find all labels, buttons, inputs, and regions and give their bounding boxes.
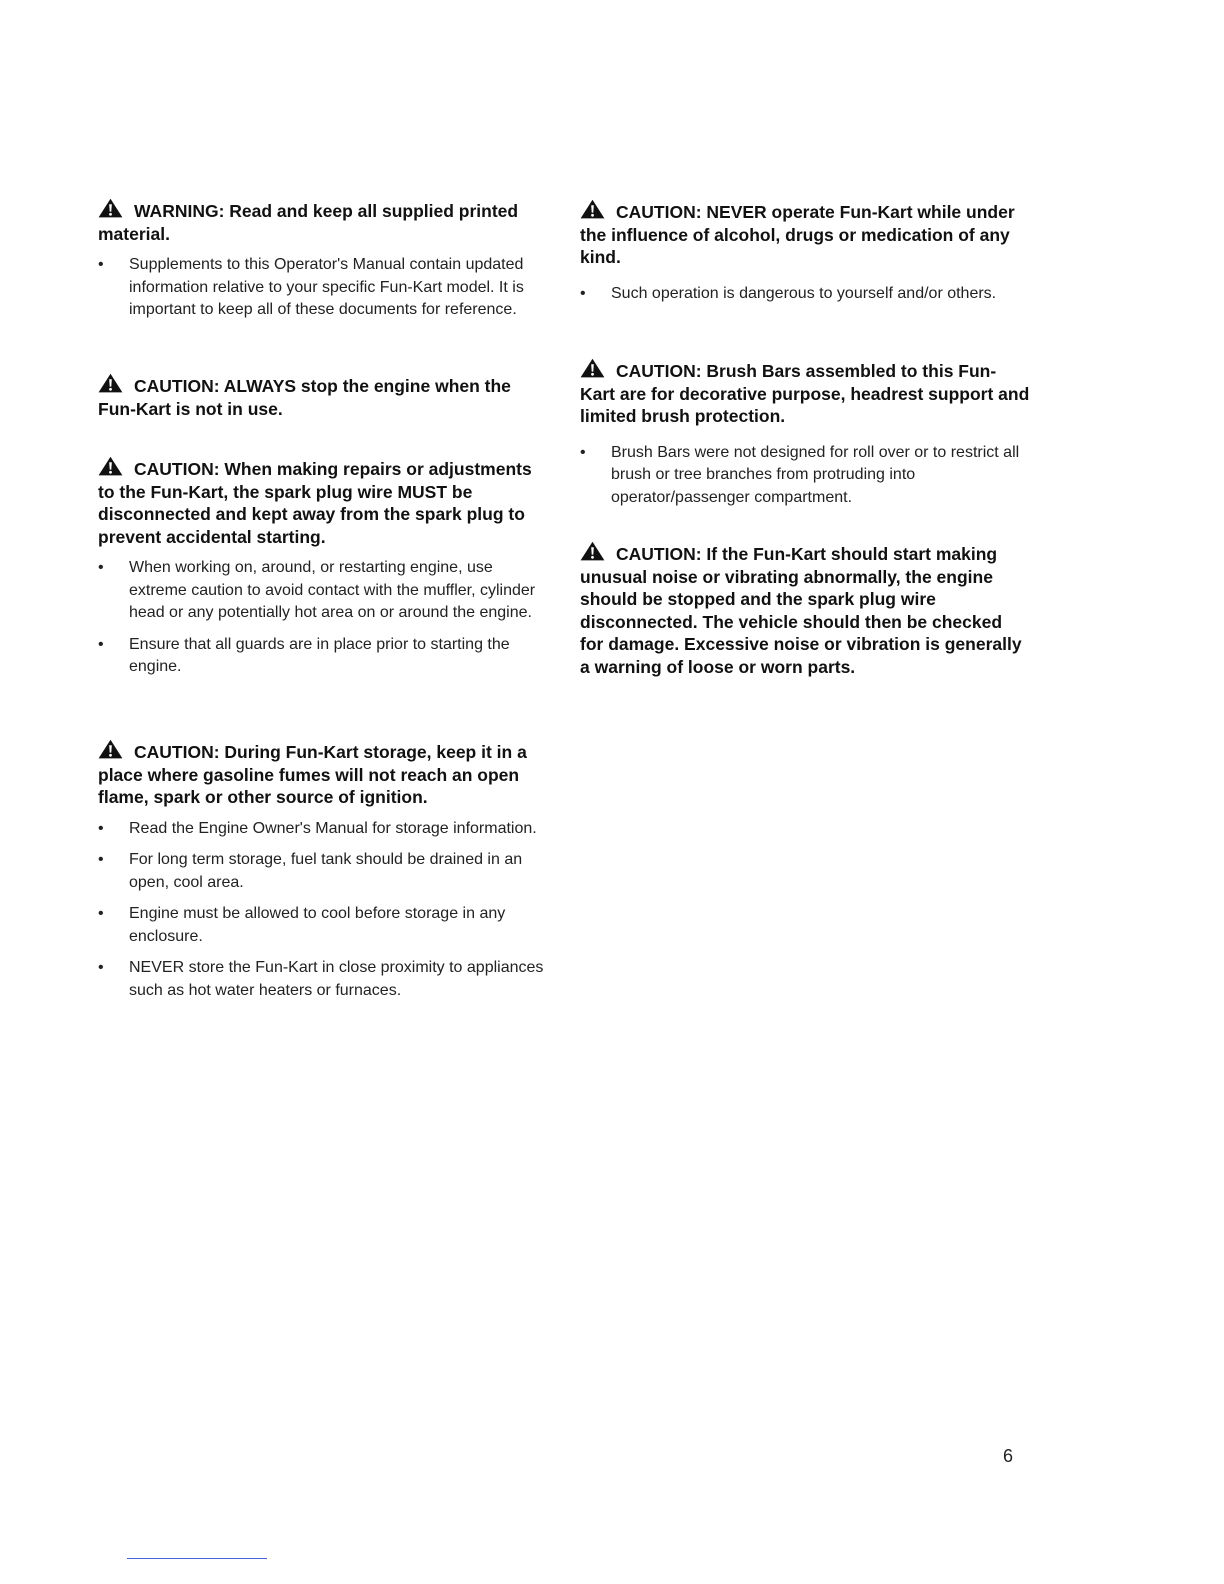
list-item: • For long term storage, fuel tank should be drained in an open, cool area. <box>98 851 523 891</box>
page-number: 6 <box>1003 1446 1014 1466</box>
safety-section <box>580 199 1030 305</box>
bullet-list <box>98 818 548 1003</box>
list-item: • Brush Bars were not designed for roll over or to restrict all brush or tree branches from protruding into operator/passenger compartment. <box>580 443 1020 506</box>
warning-triangle-icon <box>580 358 605 378</box>
section-heading: CAUTION: Brush Bars assembled to this Fun-Kart are for decorative purpose, headrest support and limited brush protection. <box>580 358 1030 428</box>
bullet-list <box>98 254 548 322</box>
section-heading: CAUTION: NEVER operate Fun-Kart while under the influence of alcohol, drugs or medication of any kind. <box>580 199 1030 269</box>
bullet-list <box>580 442 1030 510</box>
divider <box>127 1558 267 1559</box>
list-item: • Read the Engine Owner's Manual for storage information. <box>98 819 537 837</box>
section-heading: CAUTION: ALWAYS stop the engine when the Fun-Kart is not in use. <box>98 373 548 420</box>
warning-triangle-icon <box>580 199 605 219</box>
list-item: • Engine must be allowed to cool before storage in any enclosure. <box>98 905 506 945</box>
section-heading: CAUTION: If the Fun-Kart should start making unusual noise or vibrating abnormally, the engine should be stopped and the spark plug wire disconnected. The vehicle should then be checked for damage. Excessive noise or vibration is generally a warning of loose or worn parts. <box>580 541 1030 678</box>
warning-triangle-icon <box>98 198 123 218</box>
safety-section <box>98 456 548 679</box>
list-item: • Ensure that all guards are in place prior to starting the engine. <box>98 635 510 675</box>
list-item: • Supplements to this Operator's Manual contain updated information relative to your specific Fun-Kart model. It is important to keep all of these documents for reference. <box>98 256 524 318</box>
section-heading: CAUTION: When making repairs or adjustments to the Fun-Kart, the spark plug wire MUST be disconnected and kept away from the spark plug to prevent accidental starting. <box>98 456 548 548</box>
list-item: • Such operation is dangerous to yourself and/or others. <box>580 284 997 302</box>
warning-triangle-icon <box>98 373 123 393</box>
list-item: • NEVER store the Fun-Kart in close proximity to appliances such as hot water heaters or furnaces. <box>98 959 544 999</box>
bullet-list <box>580 283 1030 306</box>
safety-section <box>580 358 1030 509</box>
warning-triangle-icon <box>580 541 605 561</box>
section-heading: WARNING: Read and keep all supplied printed material. <box>98 198 548 245</box>
warning-triangle-icon <box>98 456 123 476</box>
safety-section <box>580 541 1030 678</box>
safety-section <box>98 373 548 420</box>
warning-triangle-icon <box>98 739 123 759</box>
section-heading: CAUTION: During Fun-Kart storage, keep it in a place where gasoline fumes will not reach an open flame, spark or other source of ignition. <box>98 739 548 809</box>
safety-section <box>98 198 548 322</box>
bullet-list <box>98 557 548 679</box>
safety-section <box>98 739 548 1002</box>
list-item: • When working on, around, or restarting engine, use extreme caution to avoid contact with the muffler, cylinder head or any potentially hot area on or around the engine. <box>98 559 536 621</box>
